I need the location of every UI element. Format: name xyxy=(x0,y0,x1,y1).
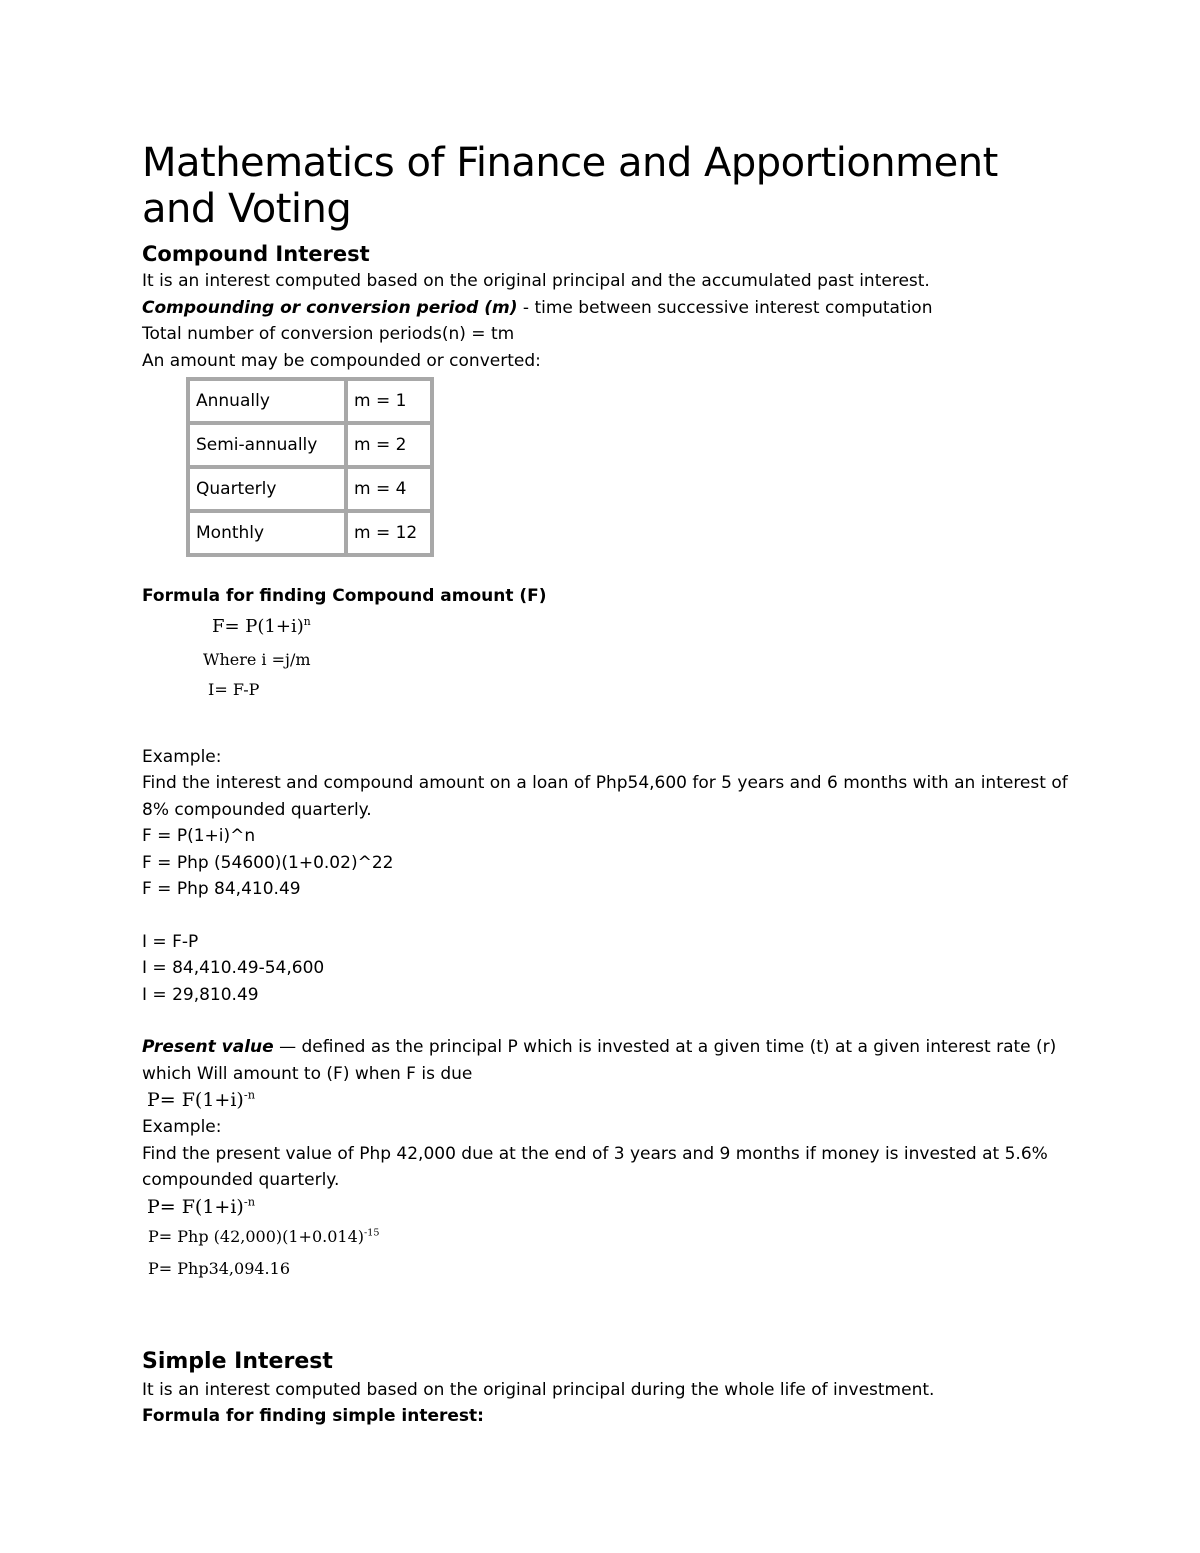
table-row xyxy=(188,511,432,555)
step-line: F = Php (54600)(1+0.02)^22 xyxy=(142,852,394,873)
step-line: F = Php 84,410.49 xyxy=(142,879,301,899)
present-step-1-exponent: -n xyxy=(243,1194,256,1209)
interest-step-line: I = F-P xyxy=(142,931,199,952)
table-cell-value: m = 4 xyxy=(346,467,432,511)
example-text: Find the interest and compound amount on a loan of Php54,600 for 5 years and 6 months with an interest of 8% compounded quarterly. xyxy=(142,773,1068,820)
interest-step-line: I = 84,410.49-54,600 xyxy=(142,958,325,978)
table-cell-label: Annually xyxy=(188,379,346,423)
table-row xyxy=(188,467,432,511)
formula-where: Where i =j/m xyxy=(203,649,311,669)
present-step-3: P= Php34,094.16 xyxy=(148,1258,290,1278)
page-title: Mathematics of Finance and Apportionment and Voting xyxy=(142,140,998,232)
conversion-period-def: - time between successive interest computation xyxy=(517,297,933,318)
amount-intro: An amount may be compounded or converted: xyxy=(142,350,541,371)
present-step-1-main: P= F(1+i) xyxy=(147,1195,244,1218)
conversion-period-term: Compounding or conversion period (m) xyxy=(142,297,518,318)
present-value-definition xyxy=(142,1034,1082,1087)
compound-formula xyxy=(212,610,1082,644)
compound-formula-exponent: n xyxy=(303,614,311,628)
present-formula-exponent: -n xyxy=(243,1087,256,1102)
table-row xyxy=(188,379,432,423)
present-value-formula xyxy=(147,1087,1082,1114)
document-page xyxy=(142,140,1082,1430)
present-step-1 xyxy=(147,1194,1082,1221)
total-periods-line: Total number of conversion periods(n) = tm xyxy=(142,324,515,344)
present-value-def: — defined as the principal P which is invested at a given time (t) at a given interest rate (r) which Will amount to (F) when F is due xyxy=(142,1037,1057,1084)
step-line: F = P(1+i)^n xyxy=(142,826,256,846)
table-cell-value: m = 12 xyxy=(346,511,432,555)
table-cell-value: m = 1 xyxy=(346,379,432,423)
present-example-label: Example: xyxy=(142,1117,222,1137)
compound-interest-heading: Compound Interest xyxy=(142,242,370,266)
table-row xyxy=(188,423,432,467)
simple-definition: It is an interest computed based on the original principal during the whole life of investment. xyxy=(142,1379,935,1400)
simple-formula-heading: Formula for finding simple interest: xyxy=(142,1406,484,1426)
table-cell-label: Monthly xyxy=(188,511,346,555)
present-example-text: Find the present value of Php 42,000 due at the end of 3 years and 9 months if money is invested at 5.6% compounded quarterly. xyxy=(142,1143,1048,1190)
table-cell-value: m = 2 xyxy=(346,423,432,467)
table-cell-label: Quarterly xyxy=(188,467,346,511)
conversion-period-line xyxy=(142,295,1082,322)
table-cell-label: Semi-annually xyxy=(188,423,346,467)
present-step-2 xyxy=(148,1221,1082,1253)
present-value-term: Present value xyxy=(142,1037,274,1057)
simple-interest-heading: Simple Interest xyxy=(142,1348,333,1374)
present-step-2-main: P= Php (42,000)(1+0.014) xyxy=(148,1226,364,1246)
compound-definition: It is an interest computed based on the original principal and the accumulated past interest. xyxy=(142,271,930,291)
present-step-2-exponent: -15 xyxy=(364,1227,380,1239)
interest-step-line: I = 29,810.49 xyxy=(142,984,259,1005)
compound-formula-heading: Formula for finding Compound amount (F) xyxy=(142,586,547,606)
example-label: Example: xyxy=(142,746,222,767)
conversion-table xyxy=(186,377,434,557)
present-formula-main: P= F(1+i) xyxy=(147,1089,244,1111)
formula-interest: I= F-P xyxy=(208,679,260,699)
compound-formula-main: F= P(1+i) xyxy=(212,615,304,637)
